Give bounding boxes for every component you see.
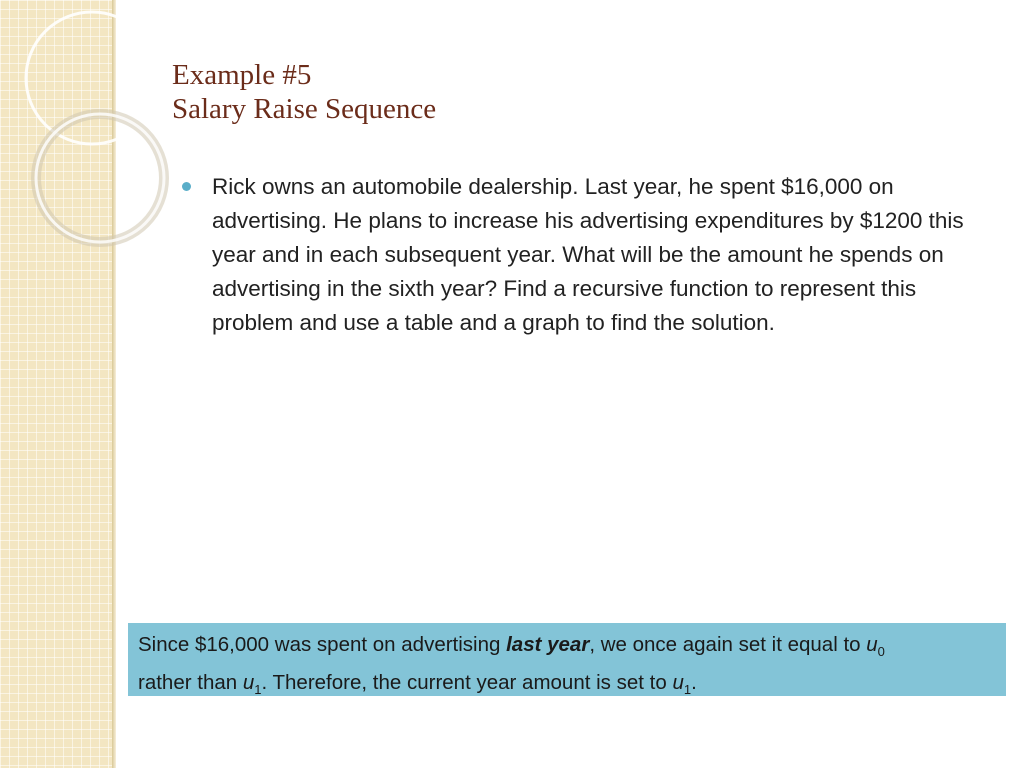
note-variable-u0 — [866, 633, 885, 660]
slide-title — [172, 58, 436, 126]
title-line-2: Salary Raise Sequence — [172, 93, 437, 125]
title-line-1: Example #5 — [172, 59, 312, 91]
note-text-5: . — [691, 671, 697, 695]
bullet-text: Rick owns an automobile dealership. Last year, he spent $16,000 on advertising. He plans to increase his advertising expenditures by $1200 this year and in each subsequent year. What will be the amount he spends on advertising in the sixth year? Find a recursive function to represent this problem and use a table and a graph to find the solution. — [212, 174, 964, 335]
subscript-1: 1 — [683, 682, 692, 698]
note-text-1: Since $16,000 was spent on advertising — [138, 633, 507, 656]
subscript-1: 1 — [254, 682, 262, 698]
note-text-3: rather than — [138, 671, 243, 695]
subscript-0: 0 — [877, 644, 885, 660]
variable-u: u — [242, 671, 255, 695]
bullet-item — [182, 170, 992, 340]
note-emphasis: last year — [506, 633, 590, 656]
bullet-dot-icon — [182, 182, 191, 191]
decorative-rings — [0, 0, 200, 260]
variable-u: u — [866, 633, 878, 656]
note-variable-u1 — [242, 671, 262, 698]
note-box — [128, 623, 1006, 696]
note-text-2: , we once again set it equal to — [589, 633, 867, 656]
note-text-4: . Therefore, the current year amount is set to — [261, 671, 673, 695]
variable-u: u — [672, 671, 684, 695]
note-variable-u1-second — [672, 671, 692, 698]
